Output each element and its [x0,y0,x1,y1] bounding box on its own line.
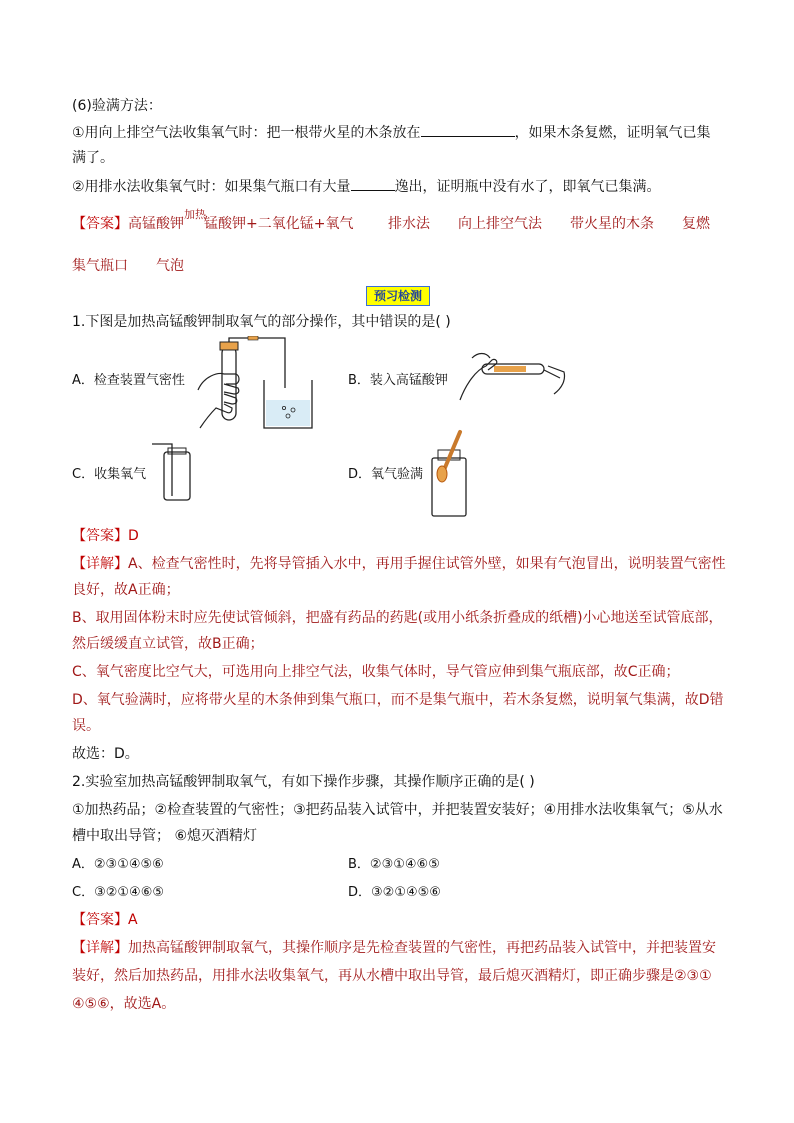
q1-explain-2b: 然后缓缓直立试管，故B正确； [72,636,264,652]
blank-field[interactable] [351,176,395,191]
q2-option-b[interactable]: B．②③①④⑥⑤ [348,857,440,872]
section-badge: 预习检测 [366,286,430,306]
airtightness-check-figure [190,336,320,430]
q1-explain-1 [72,554,726,574]
oxygen-full-check-figure [430,428,470,518]
q1-explain-3: C、氧气密度比空气大，可选用向上排空气法，收集气体时，导气管应伸到集气瓶底部，故C正确； [72,664,680,680]
blank-field[interactable] [421,122,515,137]
answer-5: 复燃 [682,216,710,232]
q2-option-d[interactable]: D．③②①④⑤⑥ [348,885,441,900]
answer-2: 排水法 [388,216,430,232]
explain-tag: 【详解】 [72,940,128,956]
equation-left: 高锰酸钾 [128,216,184,232]
answer-7: 气泡 [156,258,184,274]
answer-line [72,208,354,235]
q1-explain-1b: 良好，故A正确； [72,582,180,598]
q1-explain-2: B、取用固体粉末时应先使试管倾斜，把盛有药品的药匙(或用小纸条折叠成的纸槽)小心地送至试管底部， [72,610,723,626]
q2-answer [72,910,138,930]
fill-line-2 [72,176,661,197]
q2-explain-1 [72,938,716,958]
q1-explain-4: D、氧气验满时，应将带火星的木条伸到集气瓶口，而不是集气瓶中，若木条复燃，说明氧气集满，故D错 [72,692,724,708]
q2-steps-2: 槽中取出导管； ⑥熄灭酒精灯 [72,828,258,844]
q1-option-b[interactable]: B．装入高锰酸钾 [348,373,448,388]
q1-explain-4b: 误。 [72,718,100,734]
loading-powder-figure [452,348,568,404]
explain-tag: 【详解】 [72,556,128,572]
section-title: (6)验满方法： [72,98,162,114]
answer-text: 【答案】D [72,528,139,544]
text: 逸出，证明瓶中没有水了，即氧气已集满。 [394,179,661,195]
q2-option-a[interactable]: A．②③①④⑤⑥ [72,857,164,872]
text: ①用向上排空气法收集氧气时：把一根带火星的木条放在 [72,125,421,141]
answer-text: 【答案】A [72,912,138,928]
fill-line-1 [72,122,711,143]
fill-line-1-cont: 满了。 [72,150,114,166]
answer-3: 向上排空气法 [458,216,542,232]
q1-answer [72,526,139,546]
answer-tag: 【答案】 [72,216,128,232]
explain-text: 加热高锰酸钾制取氧气，其操作顺序是先检查装置的气密性，再把药品装入试管中，并把装置安 [128,940,716,956]
equation-right: 锰酸钾+二氧化锰+氧气 [204,216,354,232]
q2-explain-2: 装好，然后加热药品，用排水法收集氧气，再从水槽中取出导管，最后熄灭酒精灯，即正确步骤是②③① [72,968,712,984]
answer-4: 带火星的木条 [570,216,654,232]
q1-option-d[interactable]: D．氧气验满 [348,467,424,482]
equation-condition: 加热 [184,208,206,221]
answer-6: 集气瓶口 [72,258,128,274]
q2-explain-3: ④⑤⑥，故选A。 [72,996,176,1012]
text: ，如果木条复燃，证明氧气已集 [514,125,711,141]
q2-option-c[interactable]: C．③②①④⑥⑤ [72,885,165,900]
q2-steps-1: ①加热药品；②检查装置的气密性；③把药品装入试管中，并把装置安装好；④用排水法收集氧气；⑤从水 [72,802,723,818]
q1-option-a[interactable]: A．检查装置气密性 [72,373,185,388]
q2-stem: 2.实验室加热高锰酸钾制取氧气，有如下操作步骤，其操作顺序正确的是( ) [72,774,535,790]
q1-conclusion: 故选：D。 [72,746,139,762]
explain-text: A、检查气密性时，先将导管插入水中，再用手握住试管外壁，如果有气泡冒出，说明装置气密性 [128,556,726,572]
q1-stem: 1.下图是加热高锰酸钾制取氧气的部分操作，其中错误的是( ) [72,314,451,330]
text: ②用排水法收集氧气时：如果集气瓶口有大量 [72,179,351,195]
q1-option-c[interactable]: C．收集氧气 [72,467,147,482]
gas-collection-figure [150,440,194,504]
